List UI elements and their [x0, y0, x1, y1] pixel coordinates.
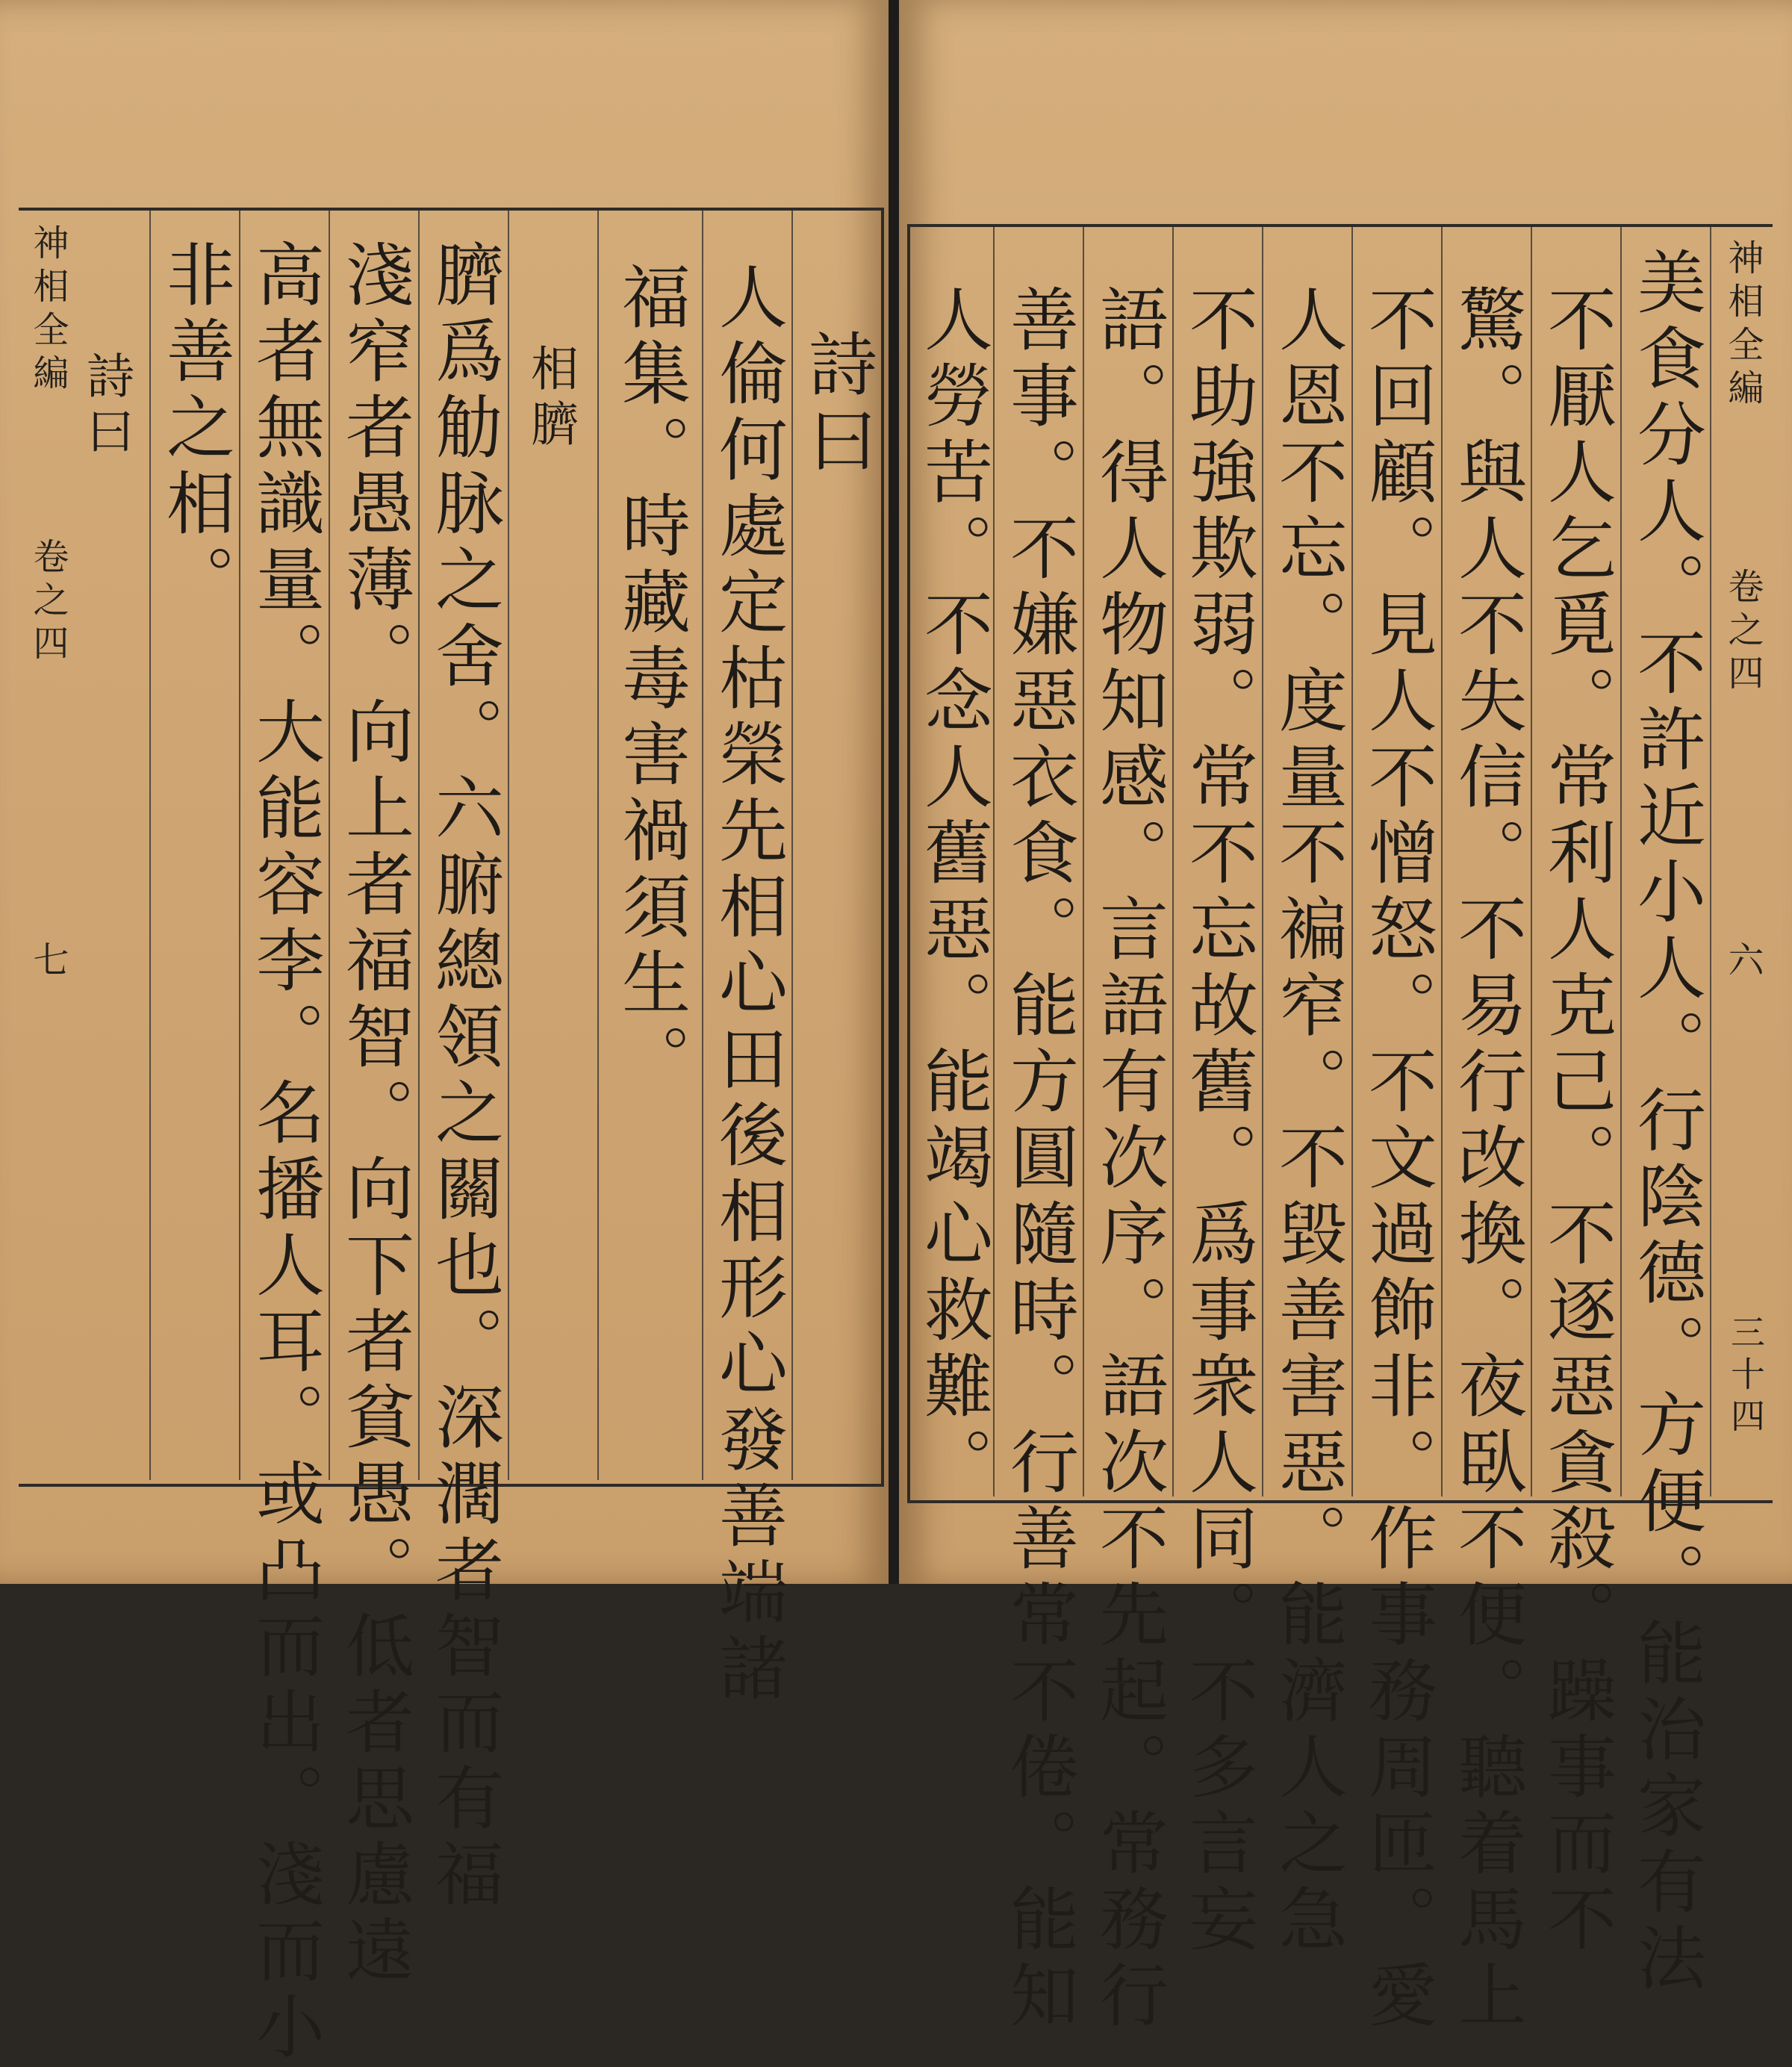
- right-line-1: 美食分人。不許近小人。行陰德。方便。能治家有法: [1626, 246, 1706, 1998]
- right-line-3: 驚。與人不失信。不易行改換。夜臥不便。聽着馬上: [1447, 284, 1527, 2036]
- right-margin-title: 神相全編: [1722, 239, 1764, 412]
- right-margin-folio: 六: [1722, 941, 1764, 984]
- left-poem-line-1: 人倫何處定枯榮先相心田後相形心發善端諸: [708, 261, 788, 1709]
- right-line-7: 語。得人物知感。言語有次序。語次不先起。常務行: [1089, 284, 1169, 2036]
- left-poem-line-2: 福集。時藏毒害禍須生。: [611, 261, 691, 1099]
- left-poem-heading-2: 詩曰: [78, 351, 134, 461]
- left-rule-4: [418, 211, 420, 1480]
- left-rule-8: [791, 211, 793, 1480]
- left-section-heading: 相臍: [523, 344, 578, 454]
- right-rule-6: [1441, 227, 1443, 1496]
- right-line-5: 人恩不忘。度量不褊窄。不毀善害惡。能濟人之急: [1268, 284, 1348, 1959]
- left-body-line-2: 淺窄者愚薄。向上者福智。向下者貧愚。低者思慮遠: [335, 239, 414, 1991]
- left-rule-5: [508, 211, 509, 1480]
- right-rule-5: [1351, 227, 1353, 1496]
- right-line-2: 不厭人乞覓。常利人克己。不逐惡貪殺。躁事而不: [1537, 284, 1617, 1959]
- right-rule-2: [1083, 227, 1084, 1496]
- book-spine: [889, 0, 899, 1584]
- right-rule-8: [1620, 227, 1622, 1496]
- right-rule-7: [1531, 227, 1532, 1496]
- left-poem-heading: 詩曰: [797, 329, 877, 481]
- right-margin-count: 三十四: [1726, 1314, 1766, 1440]
- left-rule-2: [239, 211, 240, 1480]
- right-rule-1: [993, 227, 995, 1496]
- left-margin-volume: 卷之四: [27, 538, 69, 668]
- right-line-9: 人勞苦。不念人舊惡。能竭心救難。: [913, 284, 993, 1502]
- left-rule-1: [149, 211, 151, 1480]
- right-line-6: 不助強欺弱。常不忘故舊。爲事衆人同。不多言妄: [1178, 284, 1258, 1959]
- left-body-line-4: 非善之相。: [155, 239, 235, 620]
- right-rule-4: [1262, 227, 1263, 1496]
- right-line-8: 善事。不嫌惡衣食。能方圓隨時。行善常不倦。能知: [999, 284, 1079, 2036]
- right-rule-3: [1172, 227, 1174, 1496]
- left-margin-folio: 七: [27, 941, 69, 984]
- left-rule-7: [702, 211, 703, 1480]
- left-body-line-3: 高者無識量。大能容李。名播人耳。或凸而出。淺而小: [245, 239, 325, 2067]
- right-line-4: 不回顧。見人不憎怒。不文過飾非。作事務周匝。愛: [1357, 284, 1437, 2036]
- left-margin-title: 神相全編: [27, 224, 69, 397]
- right-rule-9: [1710, 227, 1711, 1496]
- left-rule-3: [329, 211, 330, 1480]
- left-rule-6: [597, 211, 599, 1480]
- left-body-line-1: 臍爲觔脉之舍。六腑總領之關也。深濶者智而有福: [424, 239, 504, 1915]
- right-margin-volume: 卷之四: [1722, 568, 1764, 697]
